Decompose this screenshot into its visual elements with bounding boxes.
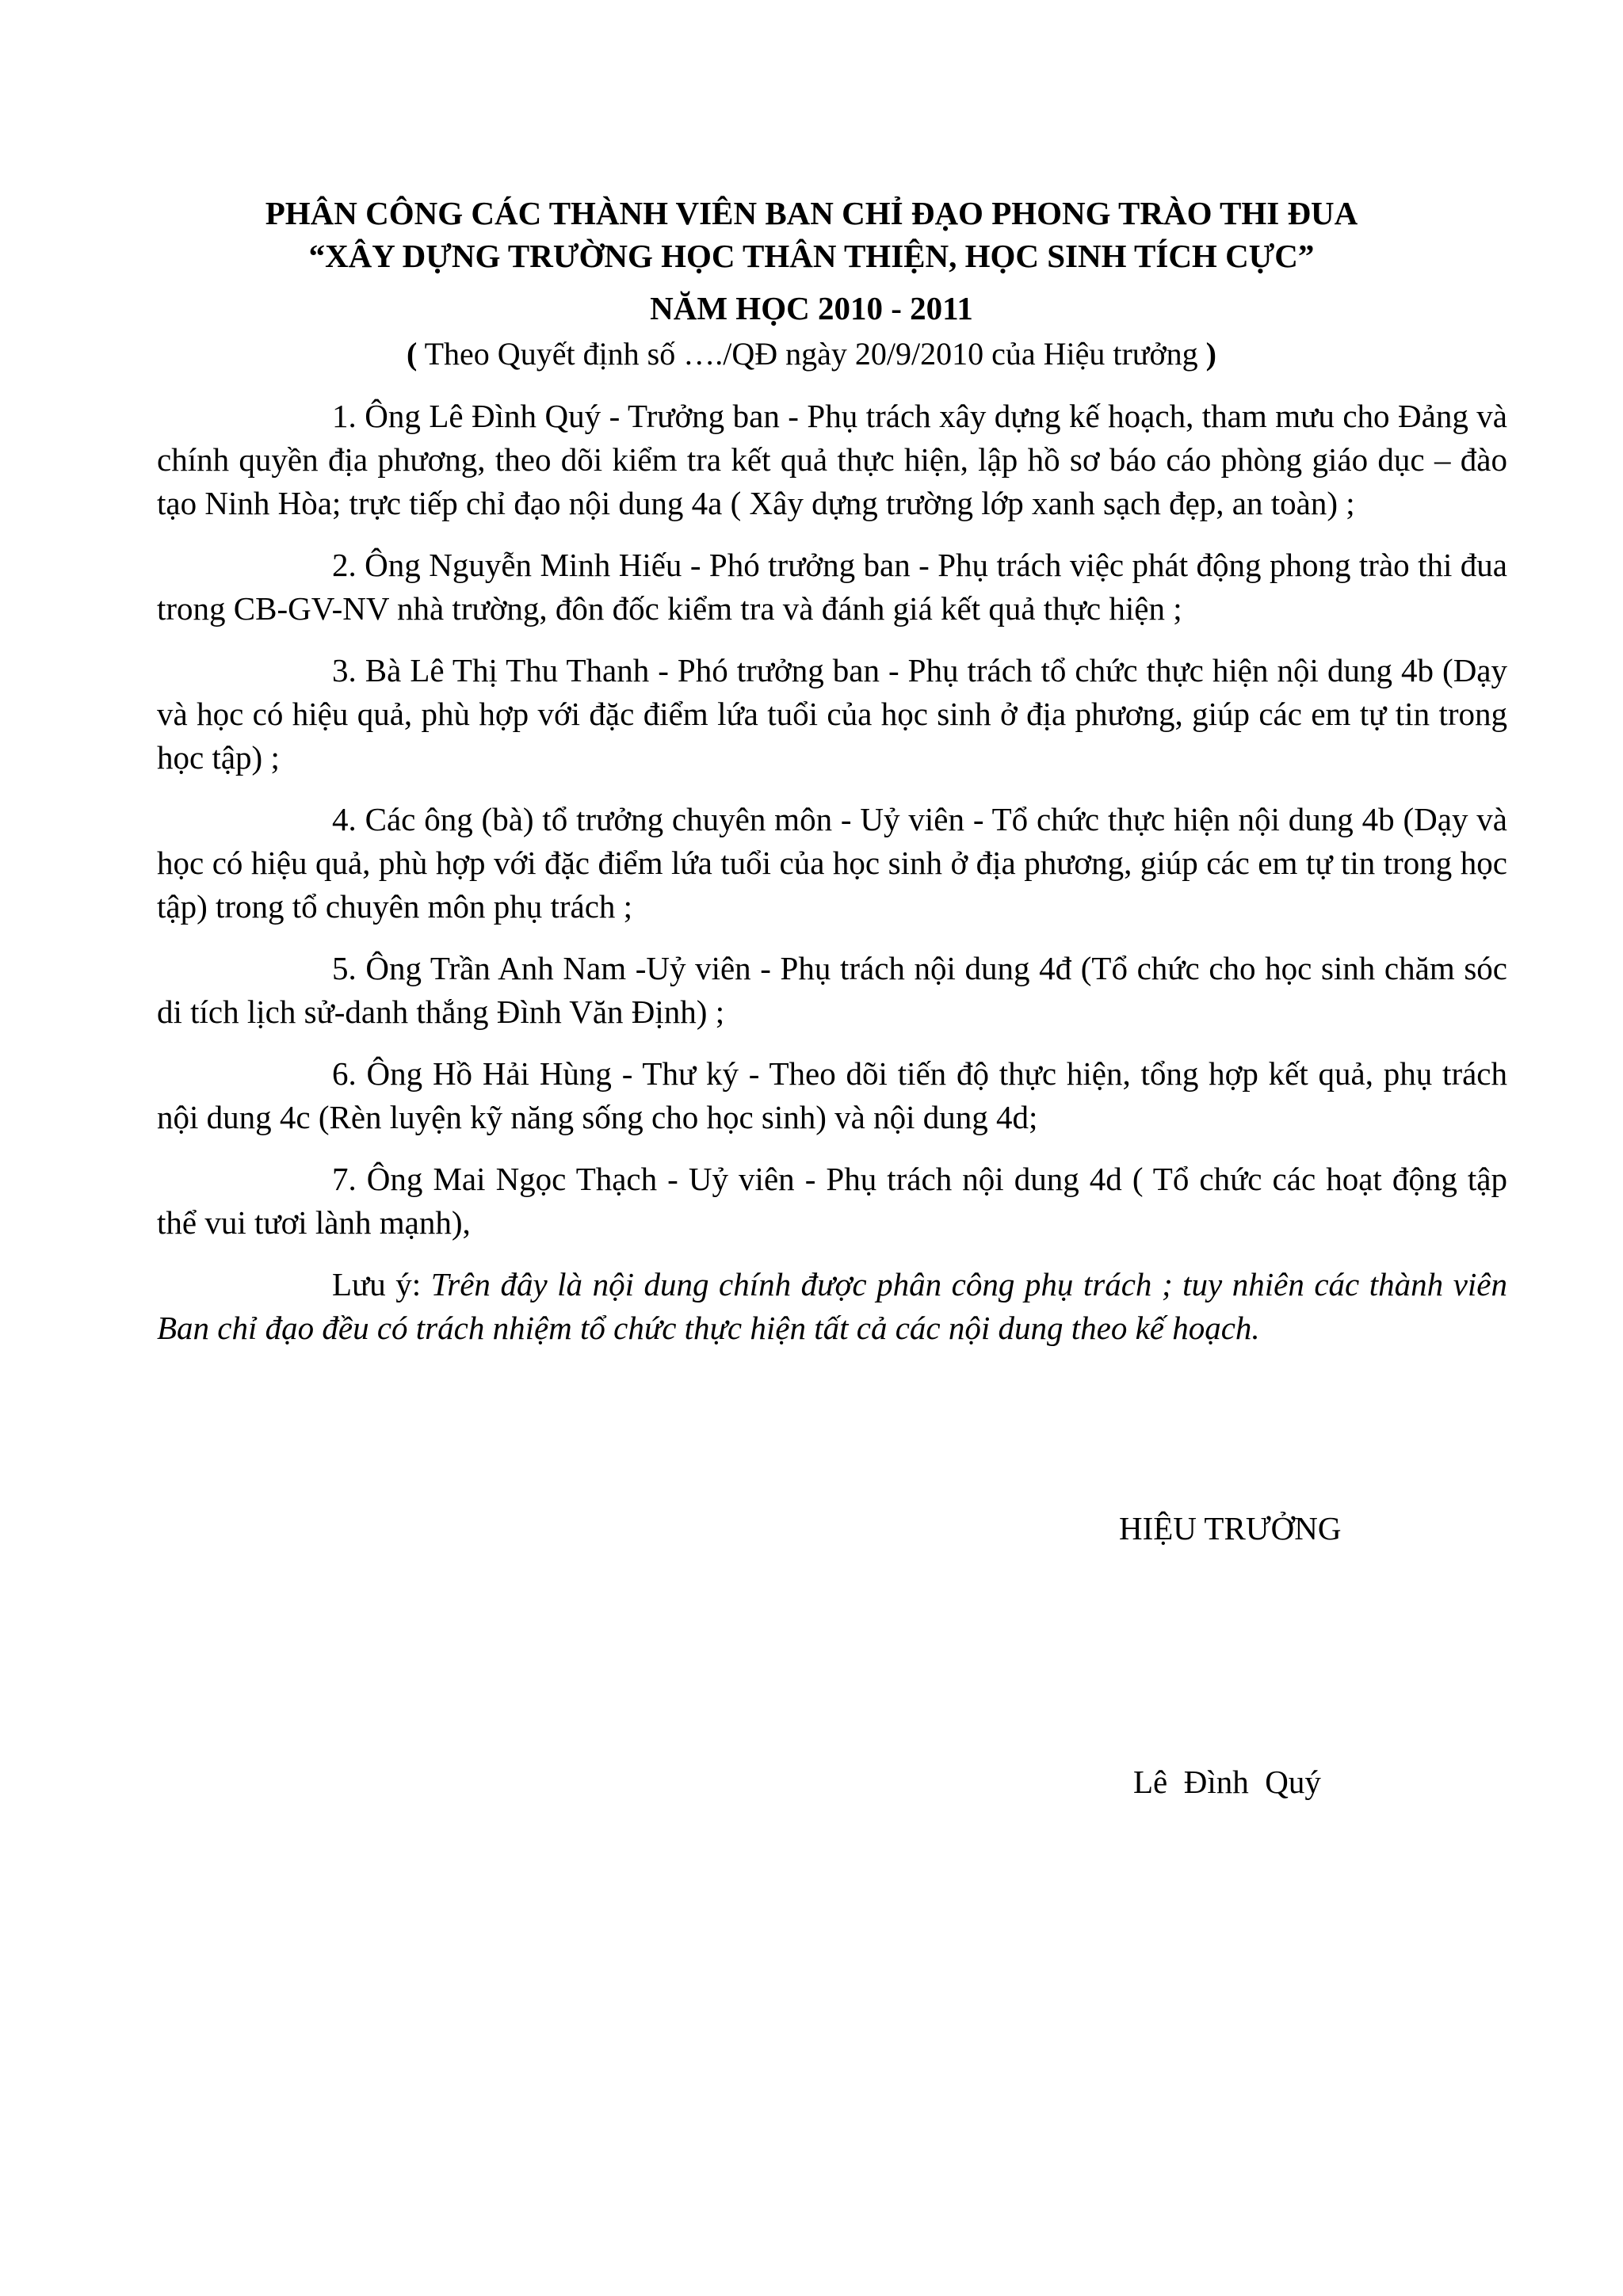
assignment-item-7: 7. Ông Mai Ngọc Thạch - Uỷ viên - Phụ trách nội dung 4d ( Tổ chức các hoạt động tập thể vui tươi lành mạnh),: [157, 1161, 1507, 1241]
document-title-line-2: “XÂY DỰNG TRƯỜNG HỌC THÂN THIỆN, HỌC SINH TÍCH CỰC”: [308, 238, 1315, 274]
assignment-item-1: 1. Ông Lê Đình Quý - Trưởng ban - Phụ trách xây dựng kế hoạch, tham mưu cho Đảng và chính quyền địa phương, theo dõi kiểm tra kết quả thực hiện, lập hồ sơ báo cáo phòng giáo dục – đào tạo Ninh Hòa; trực tiếp chỉ đạo nội dung 4a ( Xây dựng trường lớp xanh sạch đẹp, an toàn) ;: [157, 398, 1507, 521]
document-title-school-year: NĂM HỌC 2010 - 2011: [650, 290, 973, 326]
subtitle-open-paren: (: [407, 336, 418, 372]
note-text: Trên đây là nội dung chính được phân công phụ trách ; tuy nhiên các thành viên Ban chỉ đạo đều có trách nhiệm tổ chức thực hiện tất cả các nội dung theo kế hoạch.: [157, 1266, 1507, 1346]
document-subtitle: [158, 334, 1465, 374]
note-paragraph: [157, 1263, 1507, 1350]
assignment-item-5: 5. Ông Trần Anh Nam -Uỷ viên - Phụ trách nội dung 4đ (Tổ chức cho học sinh chăm sóc di tích lịch sử-danh thắng Đình Văn Định) ;: [157, 950, 1507, 1030]
assignment-item-6: 6. Ông Hồ Hải Hùng - Thư ký - Theo dõi tiến độ thực hiện, tổng hợp kết quả, phụ trách nội dung 4c (Rèn luyện kỹ năng sống cho học sinh) và nội dung 4d;: [157, 1055, 1507, 1135]
document-title-line-1: PHÂN CÔNG CÁC THÀNH VIÊN BAN CHỈ ĐẠO PHONG TRÀO THI ĐUA: [265, 195, 1358, 231]
signature-name: Lê Đình Quý: [1133, 1764, 1321, 1800]
note-label: Lưu ý:: [332, 1266, 431, 1302]
subtitle-text: Theo Quyết định số …./QĐ ngày 20/9/2010 của Hiệu trưởng: [417, 336, 1206, 372]
assignment-item-3: 3. Bà Lê Thị Thu Thanh - Phó trưởng ban - Phụ trách tổ chức thực hiện nội dung 4b (Dạy và học có hiệu quả, phù hợp với đặc điểm lứa tuổi của học sinh ở địa phương, giúp các em tự tin trong học tập) ;: [157, 652, 1507, 776]
assignment-item-2: 2. Ông Nguyễn Minh Hiếu - Phó trưởng ban - Phụ trách việc phát động phong trào thi đua trong CB-GV-NV nhà trường, đôn đốc kiểm tra và đánh giá kết quả thực hiện ;: [157, 547, 1507, 627]
assignment-item-4: 4. Các ông (bà) tổ trưởng chuyên môn - Uỷ viên - Tổ chức thực hiện nội dung 4b (Dạy và học có hiệu quả, phù hợp với đặc điểm lứa tuổi của học sinh ở địa phương, giúp các em tự tin trong học tập) trong tổ chuyên môn phụ trách ;: [157, 801, 1507, 925]
signature-title: HIỆU TRƯỞNG: [1119, 1510, 1342, 1547]
subtitle-close-paren: ): [1205, 336, 1216, 372]
assignment-list: [157, 395, 1507, 1368]
